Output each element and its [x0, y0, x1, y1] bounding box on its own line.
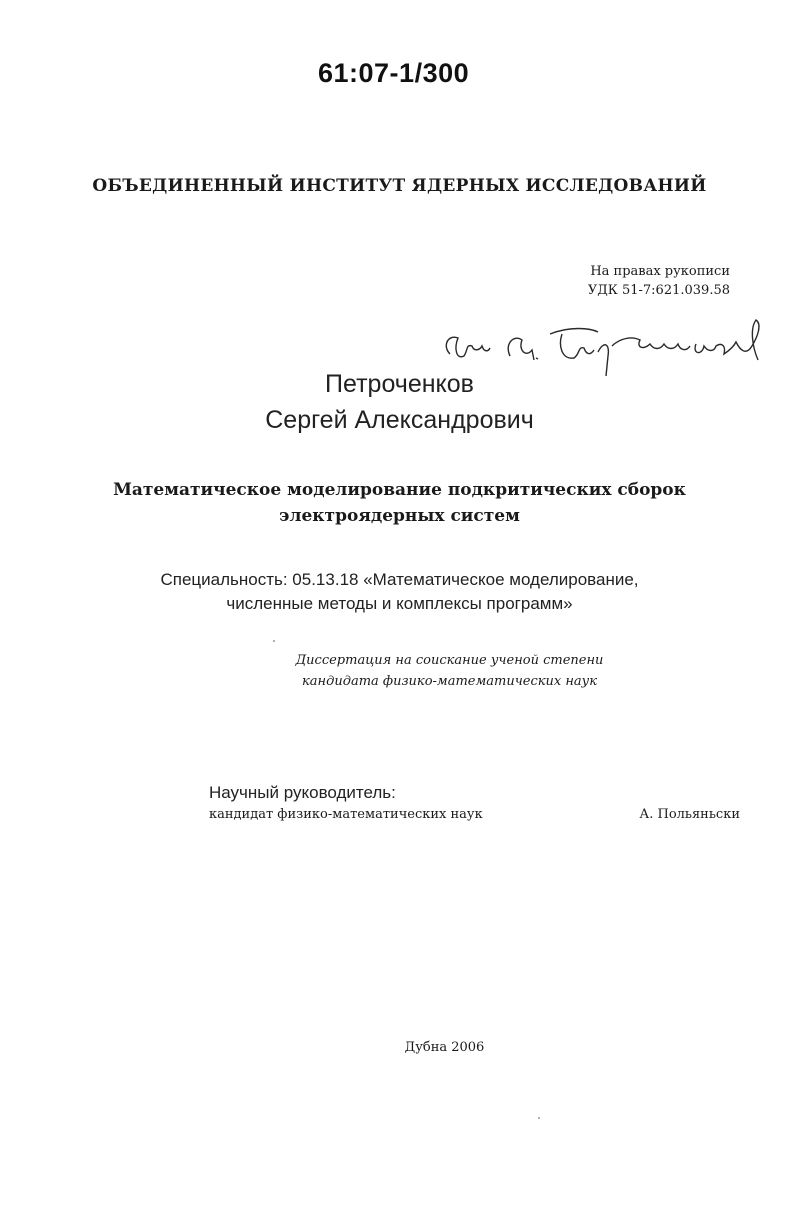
specialty-line: численные методы и комплексы программ»: [226, 594, 573, 613]
title-line: Математическое моделирование подкритических сборок: [113, 480, 686, 500]
city-and-year: Дубна 2006: [404, 1040, 485, 1055]
dissertation-title: [0, 477, 799, 529]
author-surname: Петроченков: [325, 370, 474, 398]
degree-line: кандидата физико-математических наук: [302, 674, 597, 689]
degree-line: Диссертация на соискание ученой степени: [295, 653, 604, 668]
institute-name: ОБЪЕДИНЕННЫЙ ИНСТИТУТ ЯДЕРНЫХ ИССЛЕДОВАНИЙ: [92, 176, 707, 196]
specialty-line: Специальность: 05.13.18 «Математическое моделирование,: [160, 570, 639, 589]
specialty-block: [0, 568, 799, 616]
rights-line: На правах рукописи: [590, 264, 730, 279]
supervisor-name: А. Польяньски: [639, 807, 740, 822]
scan-speck: [538, 1117, 540, 1119]
degree-statement: [0, 650, 799, 692]
author-name-block: [0, 366, 799, 438]
title-line: электроядерных систем: [279, 506, 520, 526]
supervisor-degree: кандидат физико-математических наук: [209, 807, 483, 822]
manuscript-rights-block: [560, 262, 730, 300]
udc-code: УДК 51-7:621.039.58: [587, 283, 730, 298]
archive-stamp-number: 61:07-1/300: [318, 58, 470, 88]
supervisor-label: Научный руководитель:: [209, 783, 396, 802]
author-given-names: Сергей Александрович: [265, 406, 534, 434]
scan-speck: [273, 640, 275, 642]
